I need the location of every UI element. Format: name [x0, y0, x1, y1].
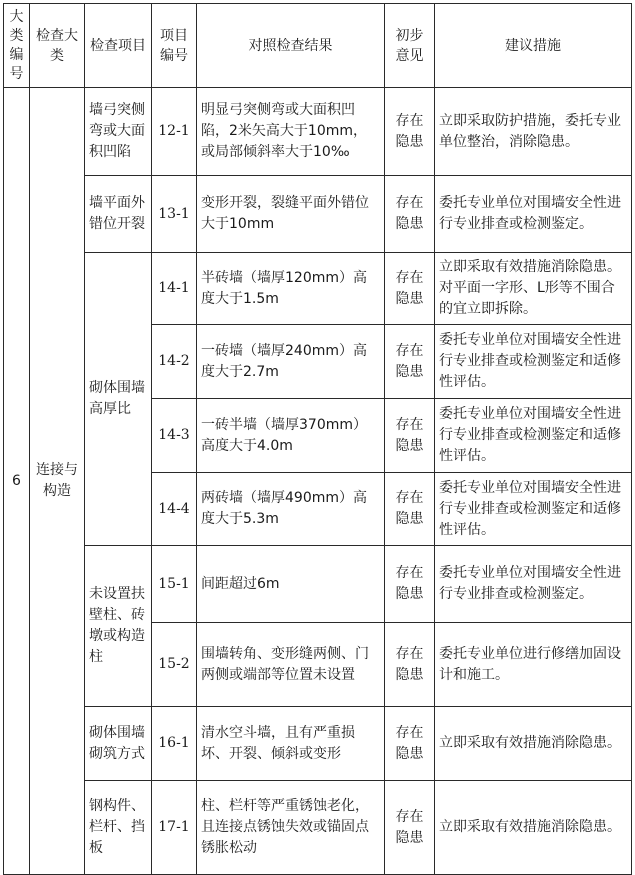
opinion-cell: 存在隐患	[385, 707, 435, 781]
result-cell: 间距超过6m	[197, 546, 385, 623]
item-no-cell: 14-3	[152, 399, 197, 473]
measures-cell: 委托专业单位进行修缮加固设计和施工。	[435, 623, 632, 707]
measures-cell: 立即采取防护措施，委托专业单位整治，消除隐患。	[435, 88, 632, 176]
result-cell: 清水空斗墙，且有严重损坏、开裂、倾斜或变形	[197, 707, 385, 781]
header-row	[4, 4, 632, 88]
item-no-cell: 15-1	[152, 546, 197, 623]
table-row	[4, 707, 632, 781]
header-measures: 建议措施	[435, 4, 632, 88]
check-item-cell: 墙平面外错位开裂	[85, 176, 152, 253]
result-cell: 半砖墙（墙厚120mm）高度大于1.5m	[197, 253, 385, 325]
item-no-cell: 12-1	[152, 88, 197, 176]
table-row	[4, 176, 632, 253]
opinion-cell: 存在隐患	[385, 473, 435, 546]
result-cell: 两砖墙（墙厚490mm）高度大于5.3m	[197, 473, 385, 546]
opinion-cell: 存在隐患	[385, 253, 435, 325]
item-no-cell: 14-2	[152, 325, 197, 399]
check-item-cell: 未设置扶壁柱、砖墩或构造柱	[85, 546, 152, 707]
header-result: 对照检查结果	[197, 4, 385, 88]
table-row	[4, 253, 632, 325]
opinion-cell: 存在隐患	[385, 88, 435, 176]
result-cell: 一砖墙（墙厚240mm）高度大于2.7m	[197, 325, 385, 399]
item-no-cell: 16-1	[152, 707, 197, 781]
result-cell: 变形开裂，裂缝平面外错位大于10mm	[197, 176, 385, 253]
item-no-cell: 13-1	[152, 176, 197, 253]
header-check-category: 检查大类	[30, 4, 85, 88]
opinion-cell: 存在隐患	[385, 399, 435, 473]
measures-cell: 委托专业单位对围墙安全性进行专业排查或检测鉴定。	[435, 546, 632, 623]
table-row	[4, 88, 632, 176]
item-no-cell: 14-4	[152, 473, 197, 546]
opinion-cell: 存在隐患	[385, 176, 435, 253]
check-item-cell: 钢构件、栏杆、挡板	[85, 781, 152, 875]
check-item-cell: 砌体围墙砌筑方式	[85, 707, 152, 781]
measures-cell: 立即采取有效措施消除隐患。	[435, 781, 632, 875]
result-cell: 明显弓突侧弯或大面积凹陷，2米矢高大于10mm，或局部倾斜率大于10‰	[197, 88, 385, 176]
table-row	[4, 781, 632, 875]
inspection-table	[3, 3, 632, 875]
item-no-cell: 15-2	[152, 623, 197, 707]
result-cell: 柱、栏杆等严重锈蚀老化，且连接点锈蚀失效或锚固点锈胀松动	[197, 781, 385, 875]
measures-cell: 委托专业单位对围墙安全性进行专业排查或检测鉴定和适修性评估。	[435, 399, 632, 473]
measures-cell: 委托专业单位对围墙安全性进行专业排查或检测鉴定和适修性评估。	[435, 473, 632, 546]
table-row	[4, 546, 632, 623]
opinion-cell: 存在隐患	[385, 623, 435, 707]
opinion-cell: 存在隐患	[385, 546, 435, 623]
item-no-cell: 17-1	[152, 781, 197, 875]
opinion-cell: 存在隐患	[385, 325, 435, 399]
header-category-no: 大类编号	[4, 4, 30, 88]
measures-cell: 委托专业单位对围墙安全性进行专业排查或检测鉴定。	[435, 176, 632, 253]
opinion-cell: 存在隐患	[385, 781, 435, 875]
header-opinion: 初步意见	[385, 4, 435, 88]
measures-cell: 立即采取有效措施消除隐患。	[435, 707, 632, 781]
measures-cell: 立即采取有效措施消除隐患。对平面一字形、L形等不围合的宜立即拆除。	[435, 253, 632, 325]
check-item-cell: 砌体围墙高厚比	[85, 253, 152, 546]
measures-cell: 委托专业单位对围墙安全性进行专业排查或检测鉴定和适修性评估。	[435, 325, 632, 399]
result-cell: 一砖半墙（墙厚370mm）高度大于4.0m	[197, 399, 385, 473]
check-item-cell: 墙弓突侧弯或大面积凹陷	[85, 88, 152, 176]
result-cell: 围墙转角、变形缝两侧、门两侧或端部等位置未设置	[197, 623, 385, 707]
item-no-cell: 14-1	[152, 253, 197, 325]
header-item-no: 项目编号	[152, 4, 197, 88]
check-category-cell: 连接与构造	[30, 88, 85, 875]
category-no-cell: 6	[4, 88, 30, 875]
header-check-item: 检查项目	[85, 4, 152, 88]
